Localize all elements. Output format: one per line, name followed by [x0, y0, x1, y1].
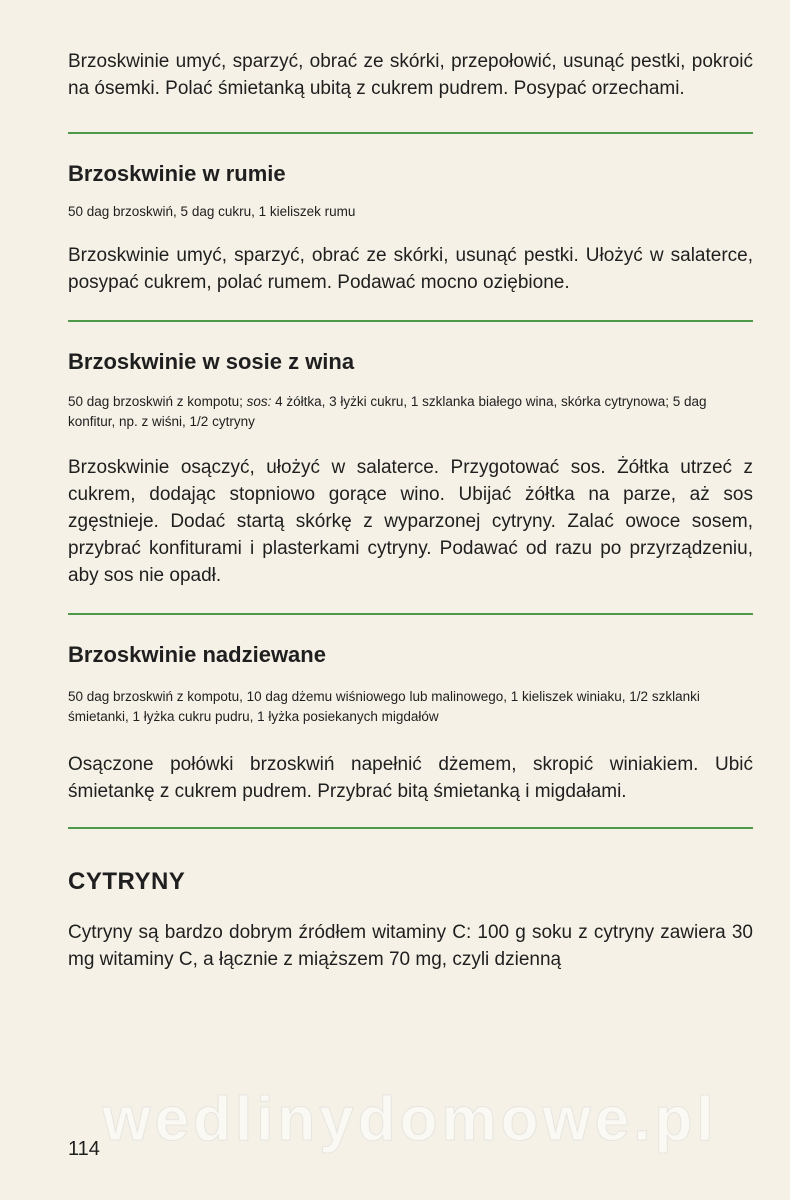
- section-paragraph: Cytryny są bardzo dobrym źródłem witaminy C: 100 g soku z cytryny zawiera 30 mg witaminy C, a łącznie z miąższem 70 mg, czyli dzienną: [68, 922, 753, 970]
- recipe-method: Brzoskwinie umyć, sparzyć, obrać ze skórki, usunąć pestki. Ułożyć w salaterce, posypać cukrem, polać rumem. Podawać mocno oziębione.: [68, 245, 753, 293]
- page-number: 114: [68, 1138, 100, 1160]
- ingredients-text: 4 żółtka, 3 łyżki cukru, 1 szklanka białego wina, skórka cytrynowa; 5 dag konfitur, np. z wiśni, 1/2 cytryny: [68, 394, 707, 429]
- intro-paragraph: Brzoskwinie umyć, sparzyć, obrać ze skórki, przepołowić, usunąć pestki, pokroić na ósemki. Polać śmietanką ubitą z cukrem pudrem. Posypać orzechami.: [68, 51, 753, 99]
- recipe-title: Brzoskwinie w rumie: [68, 161, 286, 186]
- ingredients-text: 50 dag brzoskwiń z kompotu;: [68, 394, 247, 409]
- recipe-title: Brzoskwinie w sosie z wina: [68, 349, 355, 374]
- recipe-ingredients: 50 dag brzoskwiń z kompotu, 10 dag dżemu wiśniowego lub malinowego, 1 kieliszek winiaku, 1/2 szklanki śmietanki, 1 łyżka cukru pudru, 1 łyżka posiekanych migdałów: [68, 689, 700, 724]
- recipe-ingredients: 50 dag brzoskwiń, 5 dag cukru, 1 kieliszek rumu: [68, 204, 356, 219]
- recipe-ingredients: [68, 392, 753, 432]
- recipe-method: Osączone połówki brzoskwiń napełnić dżemem, skropić winiakiem. Ubić śmietankę z cukrem pudrem. Przybrać bitą śmietanką i migdałami.: [68, 754, 753, 802]
- page-content: [68, 48, 753, 973]
- ingredients-sauce-label: sos:: [246, 394, 272, 409]
- section-title: CYTRYNY: [68, 868, 186, 895]
- watermark: wedlinydomowe.pl: [102, 1085, 718, 1154]
- recipe-method: Brzoskwinie osączyć, ułożyć w salaterce. Przygotować sos. Żółtka utrzeć z cukrem, dodając stopniowo gorące wino. Ubijać żółtka na parze, aż sos zgęstnieje. Dodać startą skórkę z wyparzonej cytryny. Zalać owoce sosem, przybrać konfiturami i plasterkami cytryny. Podawać od razu po przyrządzeniu, aby sos nie opadł.: [68, 457, 753, 586]
- recipe-title: Brzoskwinie nadziewane: [68, 642, 326, 667]
